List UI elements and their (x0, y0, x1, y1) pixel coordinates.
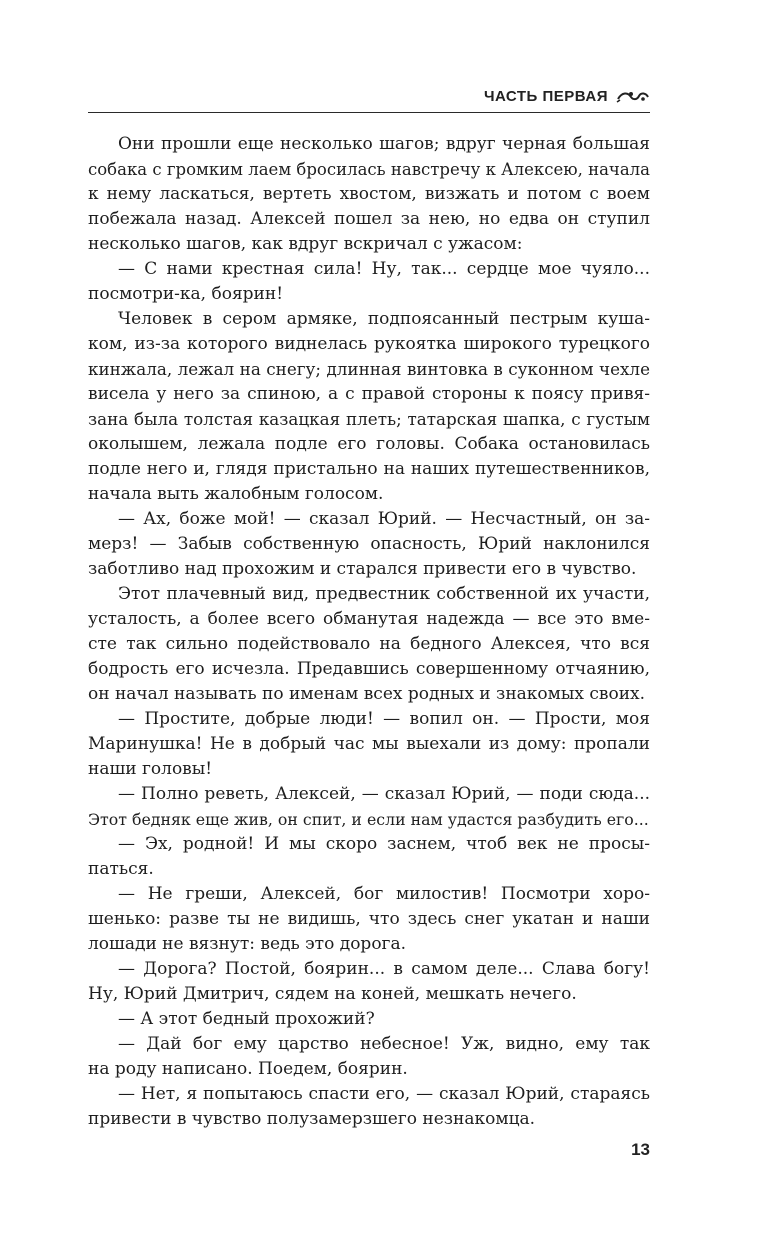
text-line: побежала назад. Алексей пошел за нею, но едва он ступил (88, 209, 650, 229)
text-line: — Простите, добрые люди! — вопил он. — Прости, моя (118, 709, 650, 729)
body-text (88, 132, 650, 1132)
text-line: околышем, лежала подле его головы. Собака остановилась (88, 434, 650, 454)
text-line: Этот бедняк еще жив, он спит, и если нам удастся разбудить его... (88, 810, 649, 829)
text-line: Они прошли еще несколько шагов; вдруг черная большая (118, 134, 650, 154)
text-line: висела у него за спиною, а с правой стороны к поясу привя- (88, 384, 650, 404)
text-line: заботливо над прохожим и старался привести его в чувство. (88, 559, 637, 579)
text-line: — Нет, я попытаюсь спасти его, — сказал Юрий, стараясь (118, 1084, 650, 1104)
text-line: собака с громким лаем бросилась навстречу к Алексею, начала (88, 160, 650, 179)
text-line: несколько шагов, как вдруг вскричал с ужасом: (88, 234, 523, 254)
page-number: 13 (631, 1140, 650, 1159)
text-line: привести в чувство полузамерзшего незнакомца. (88, 1109, 536, 1129)
text-line: — Ах, боже мой! — сказал Юрий. — Несчастный, он за- (118, 509, 650, 529)
text-line: подле него и, глядя пристально на наших путешественников, (88, 459, 650, 479)
text-line: на роду написано. Поедем, боярин. (88, 1059, 408, 1079)
running-title: ЧАСТЬ ПЕРВАЯ (483, 88, 608, 105)
text-line: — Дорога? Постой, боярин... в самом деле... Слава богу! (118, 959, 650, 979)
scroll-ornament-icon (616, 88, 650, 104)
text-line: усталость, а более всего обманутая надежда — все это вме- (88, 609, 650, 629)
text-line: начала выть жалобным голосом. (88, 484, 384, 504)
text-line: мерз! — Забыв собственную опасность, Юрий наклонился (88, 534, 650, 554)
running-head (88, 82, 650, 113)
text-line: сте так сильно подействовало на бедного Алексея, что вся (88, 634, 650, 654)
text-line: Этот плачевный вид, предвестник собственной их участи, (118, 584, 650, 604)
text-line: он начал называть по именам всех родных и знакомых своих. (88, 684, 646, 704)
text-line: бодрость его исчезла. Предавшись совершенному отчаянию, (88, 659, 650, 679)
text-line: ком, из-за которого виднелась рукоятка широкого турецкого (88, 334, 650, 354)
text-line: — С нами крестная сила! Ну, так... сердце мое чуяло... (118, 259, 650, 279)
text-line: — Не греши, Алексей, бог милостив! Посмотри хоро- (118, 884, 650, 904)
text-line: — Эх, родной! И мы скоро заснем, чтоб век не просы- (118, 834, 650, 854)
text-line: зана была толстая казацкая плеть; татарская шапка, с густым (88, 409, 650, 429)
text-line: Ну, Юрий Дмитрич, сядем на коней, мешкать нечего. (88, 984, 577, 1004)
text-line: — Дай бог ему царство небесное! Уж, видно, ему так (118, 1034, 650, 1054)
text-line: к нему ласкаться, вертеть хвостом, визжать и потом с воем (88, 184, 650, 204)
text-line: — Полно реветь, Алексей, — сказал Юрий, — поди сюда... (118, 784, 650, 804)
text-line: Маринушка! Не в добрый час мы выехали из дому: пропали (88, 734, 650, 754)
text-line: кинжала, лежал на снегу; длинная винтовка в суконном чехле (88, 359, 650, 379)
text-line: паться. (88, 859, 154, 879)
text-line: Человек в сером армяке, подпоясанный пестрым куша- (118, 309, 650, 329)
text-line: посмотри-ка, боярин! (88, 284, 284, 304)
text-line: шенько: разве ты не видишь, что здесь снег укатан и наши (88, 909, 650, 929)
text-line: наши головы! (88, 759, 213, 779)
text-line: — А этот бедный прохожий? (118, 1009, 375, 1029)
text-line: лошади не вязнут: ведь это дорога. (88, 934, 406, 954)
